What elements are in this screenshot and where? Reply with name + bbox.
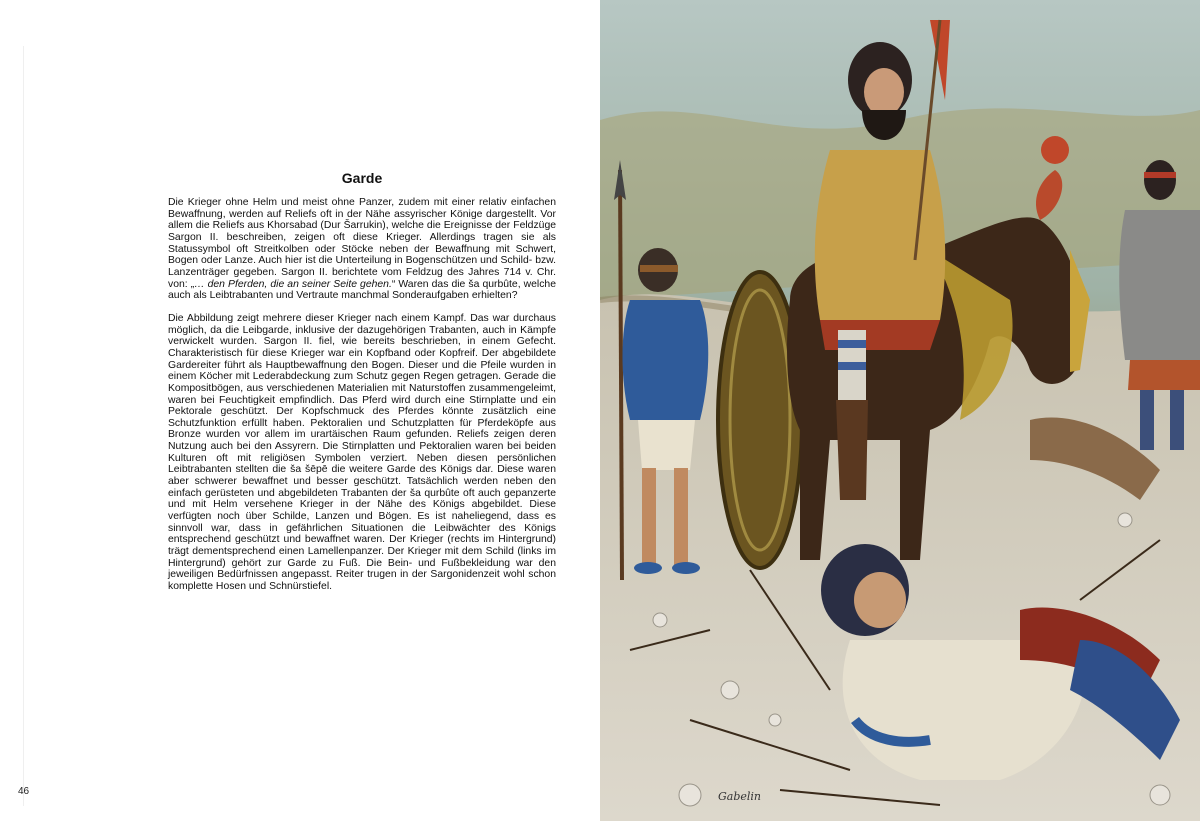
artist-signature: Gabelin	[718, 790, 762, 803]
paragraph-2: Die Abbildung zeigt mehrere dieser Krieger nach einem Kampf. Das war durchaus möglich, da die Leibgarde, inklusive der dazugehörigen Trabanten, auch in Kämpfe verwickelt wurden. Sargon II. fiel, wie bereits beschrieben, in einem Gefecht. Charakteristisch für diese Krieger war ein Kopfband oder Kopfreif. Der abgebildete Gardereiter führt als Hauptbewaffnung den Bogen. Dieser und die Pfeile wurden in einem Köcher mit Lederabdeckung zum Schutz gegen Regen getragen. Gerade die Kompositbögen, aus verschiedenen Materialien mit Naturstoffen zusammengeleimt, waren bei Feuchtigkeit empfindlich. Das Pferd wird durch eine Stirnplatte und ein Pektorale geschützt. Der Kopfschmuck des Pferdes könnte zusätzlich eine Schutzfunktion erfüllt haben. Pektoralien und Schutzplatten für Pferdeköpfe aus Bronze wurden vor allem im urartäischen Raum gefunden. Reliefs zeigen deren Nutzung auch bei den Assyrern. Die Stirnplatten und Pektoralien waren bei beiden Kulturen oft mit religiösen Symbolen verziert. Neben diesen persönlichen Leibtrabanten stellten die ša šēpē die weitere Garde des Königs dar. Diese waren aber schwerer bewaffnet und besser geschützt. Tatsächlich werden neben den einfach gerüsteten und abgebildeten Trabanten der ša qurbûte oft auch gepanzerte und mit Helm versehene Krieger in der Nähe des Königs abgebildet. Diese verfügten noch über Schilde, Lanzen und Bögen. Es ist naheliegend, dass es sinnvoll war, dass in gefährlichen Situationen die Leibwächter des Königs entsprechend geschützt und bewaffnet waren. Der Krieger (rechts im Hintergrund) trägt dementsprechend einen Lamellenpanzer. Der Krieger mit dem Schild (links im Hintergrund) gehört zur Garde zu Fuß. Die Bein- und Fußbekleidung war den jeweiligen Bedürfnissen angepasst. Reiter trugen in der Sargonidenzeit wohl schon komplette Hosen und Schnürstiefel.	[168, 312, 556, 592]
battle-illustration	[600, 0, 1200, 821]
paragraph-1	[168, 197, 556, 302]
body-text	[168, 197, 556, 604]
paragraph-1-text-a: Die Krieger ohne Helm und meist ohne Panzer, zudem mit einer relativ einfachen Bewaffnung, werden auf Reliefs oft in der Nähe assyrischer Könige dargestellt. Vor allem die Reliefs aus Khorsabad (Dur Šarrukin), welche die Ereignisse der Feldzüge Sargon II. beschreiben, zeigen oft diese Krieger. Allerdings tragen sie als Statussymbol oft Streitkolben oder Stöcke neben der Bewaffnung mit Schwert, Bogen oder Lanze. Auch hier ist die Unterteilung in Bogenschützen und Schild- bzw. Lanzenträger gegeben. Sargon II. berichtete vom Feldzug des Jahres 714 v. Chr. von: „	[168, 197, 556, 290]
page-number: 46	[18, 786, 30, 797]
gutter-line	[23, 46, 24, 806]
illustration-svg	[600, 0, 1200, 821]
paragraph-1-text-b: “ Waren das die ša qurbûte, welche auch als Leibtrabanten und Vertraute manchmal Sonderaufgaben erhielten?	[168, 278, 556, 302]
paragraph-1-quote: … den Pferden, die an seiner Seite gehen.	[194, 278, 392, 290]
page-heading: Garde	[341, 170, 383, 186]
